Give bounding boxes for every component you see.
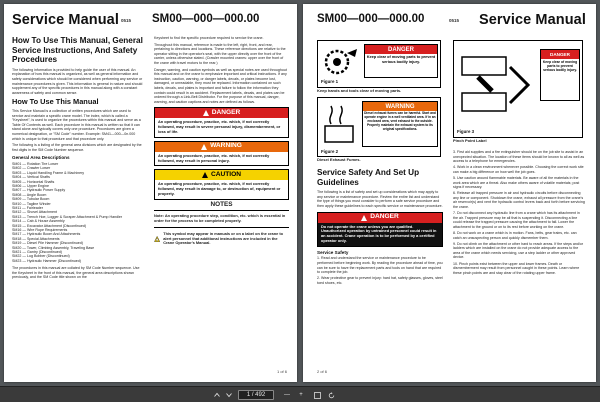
paragraph: This Service Manual is a collection of written procedures which are used to service and maintain a specific crane model. The index, which is called a "Keysheet", is used to organize the procedures within this manual and serve as a Table Of Contents as well. Each procedure in this manual is written so that it can stand alone and typically covers only one procedure. Procedures are given a numerical designation, or "SM Code" number. Example: SM41—000—0n.000 which is unique to that procedure and that procedure only. [12,108,141,141]
page-indicator[interactable]: 1 / 492 [238,390,274,400]
list-item: SM23 — Hydraulic Hammer (Discontinued) [12,258,81,263]
decal-text: Diesel exhaust fumes can be harmful. Start and operate engine in a well ventilated area. If in an enclosed area, vent exhaust to the outside. Properly maintain the exhaust system to its original specifications. [364,111,436,131]
list-item: SM20 — Tower, Climbing Assembly, Traveling Base [12,245,95,250]
header-code: 0515 [121,18,132,23]
list-item: SM06 — Upper Engine [12,183,49,188]
decal-text: Keep clear of moving parts to prevent serious bodily injury. [366,55,436,64]
section-heading: How To Use This Manual [12,97,99,107]
list-item: SM01 — Rotation Tire Lower [12,161,59,166]
danger-box [154,107,289,137]
paragraph: The following information is provided to help guide the user of this manual. An explanation of how this manual is organized, as well as general information and safety considerations which should be considered when performing any service or maintenance procedures is given. This information is general in nature and should supplement any of the specific procedures in this manual along with a constant awareness of safety and common sense. [12,67,143,95]
steps-list [317,256,443,285]
list-item: SM19 — Diesel Pile Hammer (Discontinued) [12,241,83,246]
list-item: SM05 — Horizontal Shafts [12,179,55,184]
fit-page-icon [314,392,321,399]
paragraph: Danger, warning, and caution symbols as well as special notes are used throughout this manual and on the crane to emphasize important and critical instructions. If any instruction, caution, warning, or danger labels, decals, or plates become lost, damaged, or unreadable, they must be replaced. Information contained on such labels, decals, and plates is important and failure to follow the information they contain could result in an accident. Replacement labels, decals, and plates can be ordered through a Link-Belt Distributor. For the purpose of this manual, danger, warning, and caution captions and notes are defined as follows. [154,67,287,104]
paragraph: Keysheet to find the specific procedure required to service the crane. [154,36,264,40]
list-item: SM10 — Tagline Winder [12,201,51,206]
left-column-1 [12,36,143,366]
paragraph: Throughout this manual, reference is made to the left, right, front, and rear, pertaining to directions and locations. These reference directions are relative to the operator sitting in the operator's seat, with the upper directly over the front of the carrier, unless otherwise stated. (Crawler mounted cranes: upper over the front of the crane with travel motors to the rear.) [154,42,286,65]
section-heading: Service Safety And Set Up Guidelines [317,168,420,187]
warning-triangle-icon [361,215,367,221]
caution-label: CAUTION [210,171,242,178]
figure-1-caption: Keep hands and tools clear of moving parts. [317,89,402,93]
subsection-heading: Service Safety [317,249,349,255]
list-item: SM07 — Hydraulic Power Supply [12,188,66,193]
header-model: SM00—000—000.00 [152,13,260,25]
list-item: 6. Release all trapped pressure in air and hydraulic circuits before disconnecting any line or component. Shutdown the crane, exhaust all pressure from the crane's air reservoir(s) and vent the hydraulic control levers back and forth before servicing the crane. [453,191,585,210]
list-item: 3. First aid supplies and a fire extinguisher should be on the job site to assist in an unexpected situation. The location of these items should be known to all as well as access to a telephone for emergencies. [453,150,585,164]
next-page-button[interactable] [224,390,234,400]
right-page [303,4,596,382]
steps-list [453,150,585,275]
left-page [4,4,297,382]
paragraph: The following is a list of safety and set up considerations which may apply to any service or maintenance procedure. Review the entire list and understand the type of things you must consider to perform a safe service procedure and then apply these guidelines to each specific service or maintenance procedure. [317,190,443,208]
divider [154,210,289,211]
header-model: SM00—000—000.00 [317,13,425,25]
chevron-down-icon [226,392,232,398]
list-item: SM11 — Fairleader [12,205,43,210]
list-item: SM08 — Angle Boom [12,192,47,197]
decal-header: DANGER [541,50,579,59]
viewer-toolbar [0,386,600,402]
list-item: 9. Do not climb on the attachment or other hard to reach areas. If the steps and/or ladders which are installed on the crane do not provide adequate access to the area of the crane which needs servicing, use a step ladder or other approved device. [453,241,584,260]
warning-decal [362,101,438,147]
figure-3-caption: Pinch Point Label [453,139,487,143]
list-item: 7. Do not disconnect any hydraulic line from a crane which has its attachment in the air. Trapped pressure may be all that is suspending it. Disconnecting a line could release the trapped pressure causing the attachment to fall. Lower the attachment to the ground or on to its rest before working on the crane. [453,211,580,229]
figure-2 [317,97,441,157]
page-number: 2 of 6 [317,369,328,374]
header-code: 0515 [449,18,460,23]
danger-text: Do not operate the crane unless you are qualified. Unauthorized operation by untrained personnel could result in an accident. Crane operation is to be performed by a certified operator only. [318,223,442,246]
figure-number: Figure 2 [321,149,339,154]
rotate-icon [328,392,335,399]
notes-heading: NOTES [210,200,233,208]
list-item: SM16 — Wire Rope Requirements [12,227,68,232]
list-item: 4. Work in a clean environment whenever possible. Choosing the correct work site can make a big difference on how well the job goes. [453,165,584,174]
zoom-in-button[interactable]: + [299,392,303,398]
list-item: 10. Pinch points exist between the upper and lower frames. Death or dismemberment may result from personnel caught in these points. Learn where these pinch points are and stay clear of the rotating upper frame. [453,261,580,275]
warning-triangle-icon [203,110,209,116]
chevron-up-icon [214,392,220,398]
list-item: SM04 — Vertical Shafts [12,175,50,180]
figure-2-caption: Diesel Exhaust Fumes. [317,158,361,162]
right-column-2 [453,150,585,368]
list-item: SM15 — Excavator Attachment (Discontinued) [12,223,87,228]
list-item: SM17 — Hydraulic Boom And Attachments [12,232,81,237]
warning-text: An operating procedure, practice, etc. which, if not correctly followed, may result in personal injury. [158,152,270,163]
decal-text: Keep clear of moving parts to prevent serious bodily injury. [542,60,578,73]
zoom-out-button[interactable]: — [284,392,290,398]
list-item: SM09 — Tubular Boom [12,197,50,202]
list-item: SM12 — Shovel Attachment [12,210,57,215]
division-list [12,162,143,263]
gear-hazard-icon [321,45,361,79]
danger-text: An operating procedure, practice, etc. which, if not correctly followed, may result in severe personal injury, dismemberment, or loss of life. [158,119,281,134]
danger-decal [364,44,438,78]
caution-text: An operating procedure, practice, etc. which, if not correctly followed, may result in damage to, or destruction of, equipment or property. [158,181,281,196]
prev-page-button[interactable] [212,390,222,400]
exhaust-fumes-icon [321,102,359,146]
list-item: SM13 — Trench Hoe, Logger & Scraper Attachment & Pump Handler [12,214,123,219]
subsection-heading: General Area Descriptions [12,155,70,161]
danger-label: DANGER [211,109,241,117]
rotate-button[interactable] [326,390,336,400]
figure-caption: Figure 1 [321,79,339,84]
symbol-note [154,232,289,246]
page-title: Service Manual [12,12,119,28]
fit-page-button[interactable] [312,390,322,400]
section-heading: How To Use This Manual, General Service Instructions, And Safety Procedures [12,36,143,65]
list-item: 2. Wear protective gear to prevent injury: hard hat, safety glasses, gloves, steel toed shoes, etc. [317,276,443,285]
list-item: 1. Read and understand the service or maintenance procedure to be performed before beginning work. By reading the procedure ahead of time, you can be sure to have the replacement parts and tools on hand that are required to complete the job. [317,256,443,275]
list-item: SM22 — Lug Bobber (Discontinued) [12,254,70,259]
danger-label: DANGER [370,213,399,221]
list-item: SM02 — Crawler Lower [12,166,51,171]
list-item: 8. Do not work on a crane which is in motion. Fans, belts, gear trains, etc. can catch an unsuspecting person and quickly dismember them. [453,231,577,240]
paragraph: The procedures in this manual are collated by SM Code Number sequence. Use the Keysheet in the front of this manual, the general area descriptions shown previously, and the SM Code title shown on the [12,266,140,280]
list-item: SM14 — Cab & House Assembly [12,219,65,224]
list-item: 5. Use caution around flammable materials. Be aware of all the materials in the work area which are a threat. Also make others aware of volatile materials; post signs if necessary. [453,175,580,190]
decal-header: WARNING [363,102,437,111]
list-item: SM18 — Special Attachments [12,236,60,241]
figure-3 [453,40,583,138]
page-number: 1 of 6 [276,369,287,374]
danger-box [317,212,443,247]
warning-triangle-icon [201,144,207,150]
list-item: SM21 — Gantry (Discontinued) [12,250,62,254]
decal-header: DANGER [365,45,437,54]
warning-triangle-icon [202,172,208,178]
page-title: Service Manual [479,12,586,28]
notes-text: Note: An operating procedure step, condition, etc. which is essential in order for the process to be completed properly. [154,213,286,224]
warning-label: WARNING [210,142,242,150]
manual-symbol-icon [154,232,160,246]
pinch-point-icon [458,47,538,127]
figure-number: Figure 3 [457,129,475,134]
left-column-2 [154,36,289,366]
paragraph: The following is a listing of the general area divisions which are designated by the first digits in the SM Code Number sequence. [12,143,142,152]
divider [154,227,289,228]
warning-box [154,141,289,167]
danger-decal [540,49,580,101]
right-column-1 [317,168,443,368]
caution-box [154,169,289,199]
list-item: SM03 — Liquid Handling Frame & Machinery [12,170,85,175]
figure-1 [317,40,441,88]
symbol-text: This symbol may appear in manuals or on a label on the crane to alert personnel that additional instructions are included in the Crane Operator's Manual. [163,230,283,246]
